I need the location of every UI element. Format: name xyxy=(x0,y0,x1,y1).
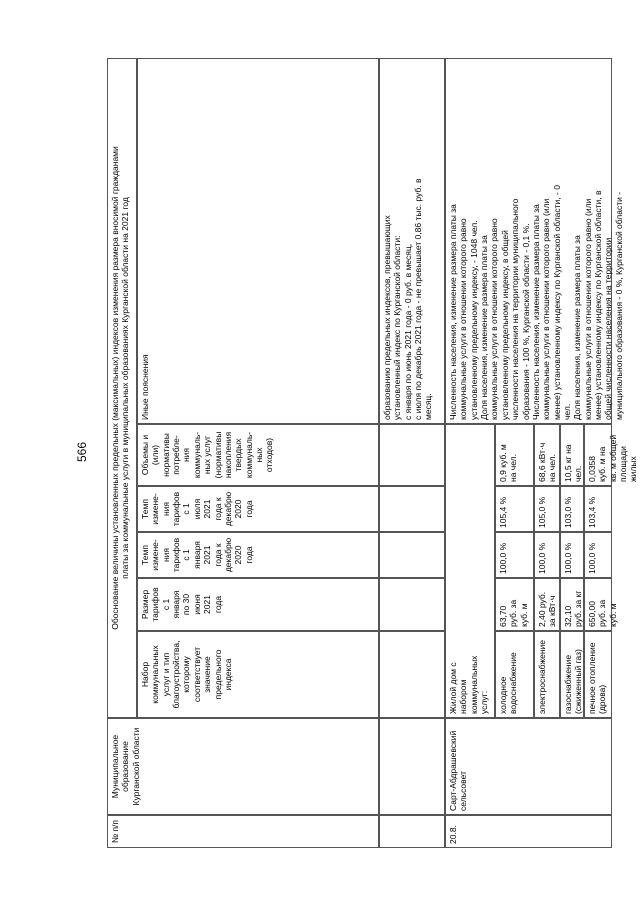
header-tariff-size: Размер тарифов с 1 января по 30 июня 2021 года xyxy=(137,578,379,631)
service-rate-jan: 100,0 % xyxy=(560,532,584,578)
service-size: 2,40 руб. за кВт·ч xyxy=(534,578,560,631)
row-set-title: Жилой дом с набором коммунальных услуг: xyxy=(445,424,495,718)
header-volumes: Объемы и (или) нормативы потребле- ния коммуналь- ных услуг (нормативы накопления твердых коммуналь- ных отходов) xyxy=(137,424,379,486)
service-rate-jul: 105,0 % xyxy=(534,486,560,532)
service-rate-jan: 100,0 % xyxy=(495,532,534,578)
service-rate-jul: 105,4 % xyxy=(495,486,534,532)
service-rate-jan: 100,0 % xyxy=(534,532,560,578)
service-volume: 0,0358 куб. м на кв. м общей площади жилых xyxy=(584,424,612,486)
header-municipality: Муниципальное образование Курганской области xyxy=(107,718,379,815)
continuation-t1-cell xyxy=(379,532,445,578)
continuation-t2-cell xyxy=(379,486,445,532)
service-name: газоснабжение (сжиженный газ) xyxy=(560,631,584,718)
header-num: № п/п xyxy=(107,815,379,848)
page-number: 566 xyxy=(75,441,89,462)
service-size: 650,00 руб. за куб. м xyxy=(584,578,612,631)
service-volume: 68,6 кВт·ч на чел. xyxy=(534,424,560,486)
continuation-mo-cell xyxy=(379,718,445,815)
service-volume: 10,5 кг на чел. xyxy=(560,424,584,486)
rotated-table-area xyxy=(107,58,639,848)
service-rate-jul: 103,4 % xyxy=(584,486,612,532)
table xyxy=(107,58,639,848)
continuation-size-cell xyxy=(379,578,445,631)
continuation-num-cell xyxy=(379,815,445,848)
service-name: электроснабжение xyxy=(534,631,560,718)
row-num: 20.8. xyxy=(445,815,612,848)
header-rate-jul: Темп измене- ния тарифов с 1 июля 2021 года к декабрю 2020 года xyxy=(137,486,379,532)
row-municipality: Сарт-Абдрашевский сельсовет xyxy=(445,718,612,815)
row-notes: Численность населения, изменение размера платы за коммунальные услуги в отношении которого равно установленному предельному индексу, - 1048 чел. Доля населения, изменение размера платы за коммунальные услуги в отношении которого равно установленному предельному индексу, в общей численности населения на территории муниципального образования - 100 %, Курганской области - 0,1 %. Численность населения, изменение размера платы за коммунальные услуги в отношении которого равно (или менее) установленному индексу по Курганской области, - 0 чел. Доля населения, изменение размера платы за коммунальные услуги в отношении которого равно (или менее) установленному индексу по Курганской области, в общей численности населения на территории муниципального образования - 0 %, Курганской области - xyxy=(445,58,612,424)
service-rate-jul: 103,0 % xyxy=(560,486,584,532)
continuation-set-cell xyxy=(379,631,445,718)
continuation-notes: образованию предельных индексов, превышающих установленный индекс по Курганской области: с января по июнь 2021 года - 0 руб. в месяц, с июля по декабрь 2021 года - не превышает 0,86 тыс. руб. в месяц. xyxy=(379,58,445,424)
continuation-vol-cell xyxy=(379,424,445,486)
service-volume: 0,9 куб. м на чел. xyxy=(495,424,534,486)
header-notes: Иные пояснения xyxy=(137,58,379,424)
header-service-set: Набор коммунальных услуг и тип благоустройства, которому соответствует значение предельного индекса xyxy=(137,631,379,718)
service-name: печное отопление (дрова) xyxy=(584,631,612,718)
service-size: 32,10 руб. за кг xyxy=(560,578,584,631)
header-title: Обоснование величины установленных предельных (максимальных) индексов изменения размера вносимой гражданами платы за коммунальные услуги в муниципальных образованиях Курганской области на 2021 год xyxy=(107,58,137,718)
service-size: 63,70 руб. за куб. м xyxy=(495,578,534,631)
service-name: холодное водоснабжение xyxy=(495,631,534,718)
header-rate-jan: Темп измене- ния тарифов с 1 января 2021 года к декабрю 2020 года xyxy=(137,532,379,578)
service-rate-jan: 100,0 % xyxy=(584,532,612,578)
